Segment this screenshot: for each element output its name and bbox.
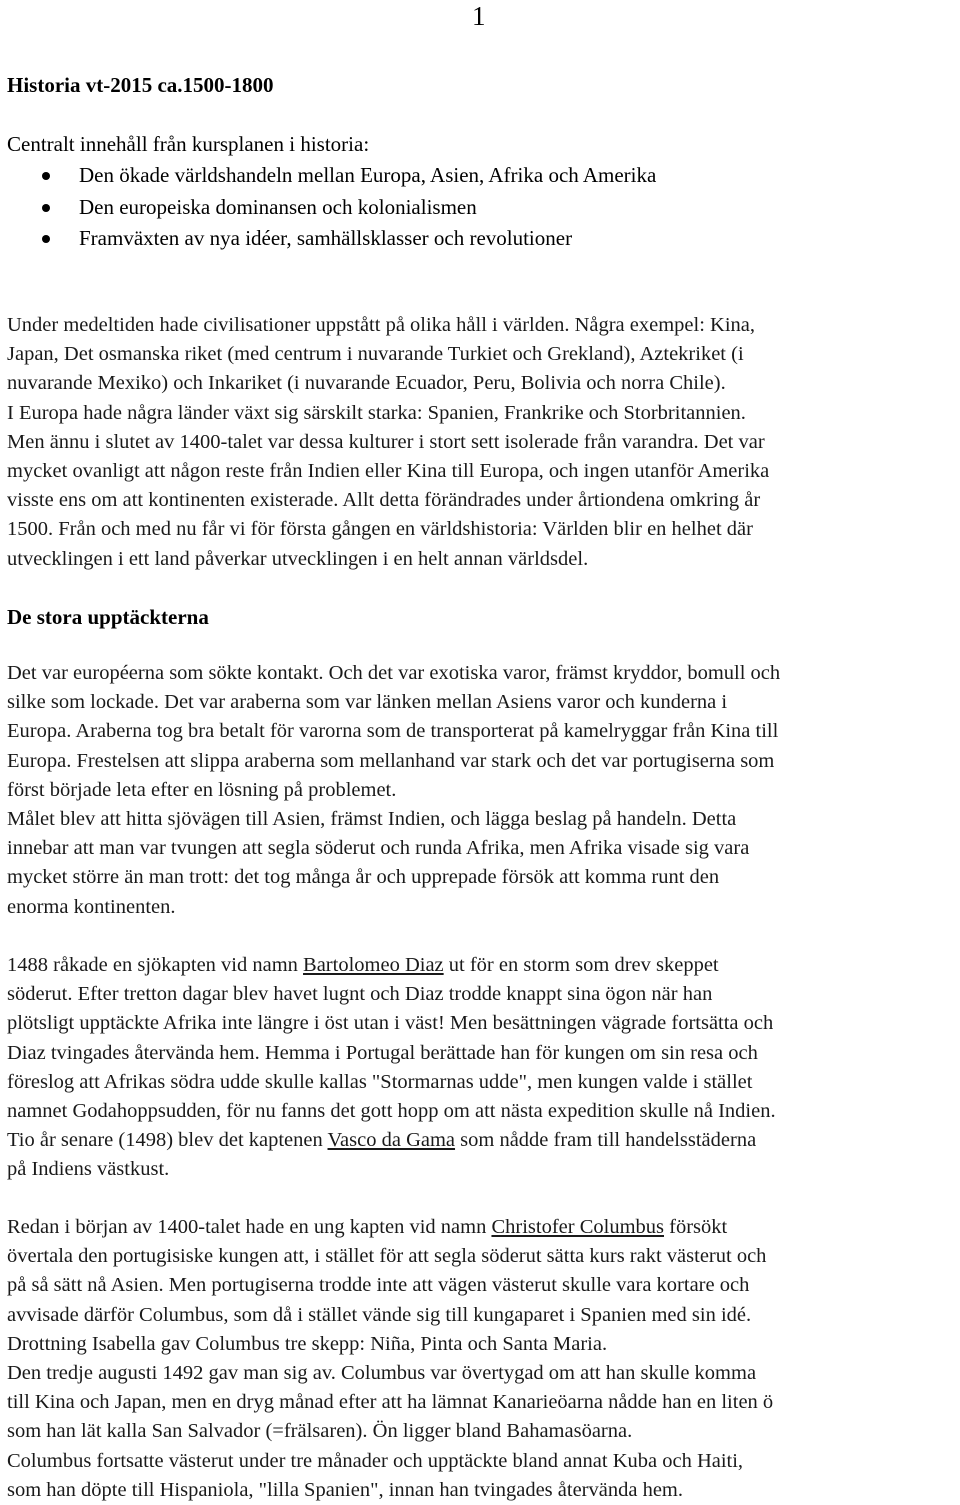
curriculum-intro: Centralt innehåll från kursplanen i historia: (7, 132, 370, 156)
link-bartolomeo-diaz[interactable]: Bartolomeo Diaz (303, 954, 444, 976)
paragraph-diaz-da-gama: 1488 råkade en sjökapten vid namn Bartolomeo Diaz ut för en storm som drev skeppet söderut. Efter tretton dagar blev havet lugnt och Diaz trodde knappt sina ögon när han plötsligt upptäckte Afrika inte längre i öst utan i väst! Men besättningen vägrade fortsätta och Diaz tvingades återvända hem. Hemma i Portugal berättade han för kungen om sin resa och föreslog att Afrikas södra udde skulle kallas "Stormarnas udde", men kungen valde i stället namnet Godahoppsudden, för nu fanns det gott hopp om att nästa expedition skulle nå Indien. Tio år senare (1498) blev det kaptenen Vasco da Gama som nådde fram till handelsstäderna på Indiens västkust. (7, 954, 776, 1181)
bullet-item: Den ökade världshandeln mellan Europa, Asien, Afrika och Amerika (0, 160, 656, 192)
paragraph-medieval-civilisations: Under medeltiden hade civilisationer uppstått på olika håll i världen. Några exempel: Kina, Japan, Det osmanska riket (med centrum i nuvarande Turkiet och Grekland), Aztekriket (i nuvarande Mexiko) och Inkariket (i nuvarande Ecuador, Peru, Bolivia och norra Chile). I Europa hade några länder växt sig särskilt starka: Spanien, Frankrike och Storbritannien. Men ännu i slutet av 1400-talet var dessa kulturer i stort sett isolerade från varandra. Det var mycket ovanligt att någon reste från Indien eller Kina till Europa, och ingen utanför Amerika visste ens om att kontinenten existerade. Allt detta förändrades under årtiondena omkring år 1500. Från och med nu får vi för första gången en världshistoria: Världen blir en helhet där utvecklingen i ett land påverkar utvecklingen i en helt annan världsdel. (7, 314, 770, 570)
bullet-icon (42, 235, 50, 243)
page-number: 1 (472, 1, 486, 31)
link-vasco-da-gama[interactable]: Vasco da Gama (327, 1129, 456, 1152)
link-christofer-columbus[interactable]: Christofer Columbus (491, 1216, 664, 1238)
bullet-icon (42, 172, 50, 180)
document-title: Historia vt-2015 ca.1500-1800 (7, 73, 274, 97)
paragraph-columbus: Redan i början av 1400-talet hade en ung kapten vid namn Christofer Columbus försökt övertala den portugisiske kungen att, i stället för att segla söderut sätta kurs rakt västerut och på så sätt nå Asien. Men portugiserna trodde inte att vägen västerut skulle vara kortare och avvisade därför Columbus, som då i stället vände sig till kungaparet i Spanien med sin idé. Drottning Isabella gav Columbus tre skepp: Niña, Pinta och Santa Maria. Den tredje augusti 1492 gav man sig av. Columbus var övertygad om att han skulle komma till Kina och Japan, men en dryg månad efter att ha lämnat Kanarieöarna nådde han en liten ö som han lät kalla San Salvador (=frälsaren). Ön ligger bland Bahamasöarna. Columbus fortsatte västerut under tre månader och upptäckte bland annat Kuba och Haiti, som han döpte till Hispaniola, "lilla Spanien", innan han tvingades återvända hem. (7, 1216, 774, 1501)
bullet-icon (42, 204, 50, 212)
bullet-item: Framväxten av nya idéer, samhällsklasser och revolutioner (0, 223, 656, 255)
bullet-item: Den europeiska dominansen och kolonialismen (0, 192, 656, 224)
curriculum-bullet-list (0, 160, 656, 255)
section-heading: De stora upptäckterna (7, 605, 209, 629)
paragraph-european-trade: Det var européerna som sökte kontakt. Och det var exotiska varor, främst kryddor, bomull och silke som lockade. Det var araberna som var länken mellan Asiens varor och kunderna i Europa. Araberna tog bra betalt för varorna som de transporterat på kamelryggar från Kina till Europa. Frestelsen att slippa araberna som mellanhand var stark och det var portugiserna som först började leta efter en lösning på problemet. Målet blev att hitta sjövägen till Asien, främst Indien, och lägga beslag på handeln. Detta innebar att man var tvungen att segla söderut och runda Afrika, men Afrika visade sig vara mycket större än man trott: det tog många år och upprepade försök att komma runt den enorma kontinenten. (7, 662, 781, 918)
